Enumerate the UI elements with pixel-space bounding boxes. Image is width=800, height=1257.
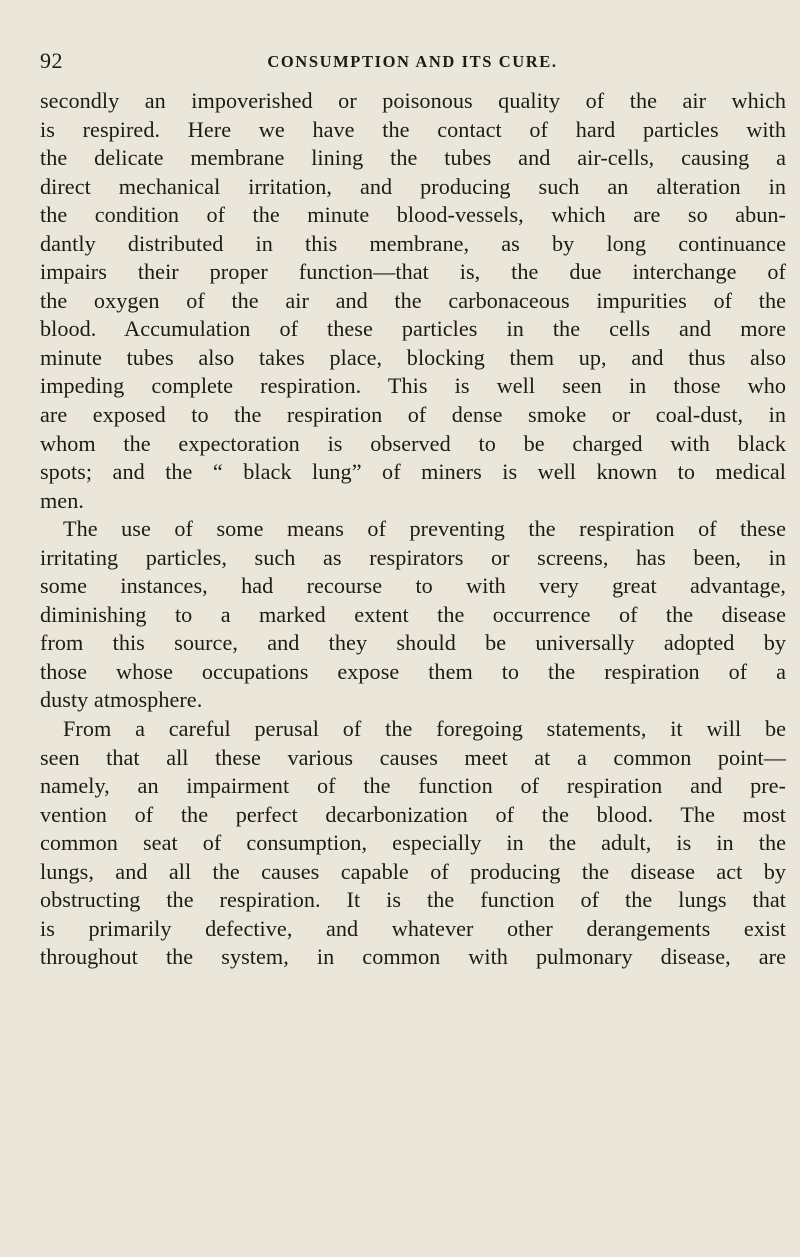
text-line: lungs, and all the causes capable of producing the disease act by (40, 858, 786, 884)
text-line: minute tubes also takes place, blocking them up, and thus also (40, 344, 786, 370)
text-line: spots; and the “ black lung” of miners is well known to medical (40, 459, 786, 485)
page-header (40, 50, 785, 72)
text-line: the oxygen of the air and the carbonaceous impurities of the (40, 287, 786, 313)
text-line: seen that all these various causes meet at a common point— (40, 744, 786, 770)
body-text (40, 87, 786, 972)
text-line: secondly an impoverished or poisonous quality of the air which (40, 88, 786, 113)
text-line: the condition of the minute blood-vessels, which are so abun- (40, 202, 786, 228)
text-line: throughout the system, in common with pulmonary disease, are (40, 944, 786, 970)
text-line: those whose occupations expose them to the respiration of a (40, 658, 786, 684)
text-line: whom the expectoration is observed to be charged with black (40, 430, 786, 456)
text-line: impairs their proper function—that is, the due interchange of (40, 259, 786, 285)
text-line: blood. Accumulation of these particles in the cells and more (40, 316, 786, 342)
text-line: from this source, and they should be universally adopted by (40, 630, 786, 656)
page-number: 92 (40, 48, 63, 73)
text-line: is respired. Here we have the contact of hard particles with (40, 116, 786, 142)
text-line: diminishing to a marked extent the occurrence of the disease (40, 601, 786, 627)
text-line: impeding complete respiration. This is well seen in those who (40, 373, 786, 399)
text-line: is primarily defective, and whatever other derangements exist (40, 915, 786, 941)
text-line: irritating particles, such as respirators or screens, has been, in (40, 544, 786, 570)
text-line: dusty atmosphere. (40, 687, 203, 713)
text-line: direct mechanical irritation, and producing such an alteration in (40, 173, 786, 199)
text-line: men. (40, 487, 84, 513)
text-line: common seat of consumption, especially in the adult, is in the (40, 830, 786, 856)
text-line: namely, an impairment of the function of respiration and pre- (40, 773, 786, 799)
text-line: The use of some means of preventing the respiration of these (63, 516, 786, 542)
text-line: From a careful perusal of the foregoing statements, it will be (63, 716, 786, 742)
text-line: some instances, had recourse to with very great advantage, (40, 573, 786, 599)
text-line: dantly distributed in this membrane, as by long continuance (40, 230, 786, 256)
text-line: the delicate membrane lining the tubes and air-cells, causing a (40, 145, 786, 171)
running-title: CONSUMPTION AND ITS CURE. (267, 52, 558, 71)
text-line: vention of the perfect decarbonization of the blood. The most (40, 801, 786, 827)
text-line: obstructing the respiration. It is the function of the lungs that (40, 887, 786, 913)
text-line: are exposed to the respiration of dense smoke or coal-dust, in (40, 402, 786, 428)
